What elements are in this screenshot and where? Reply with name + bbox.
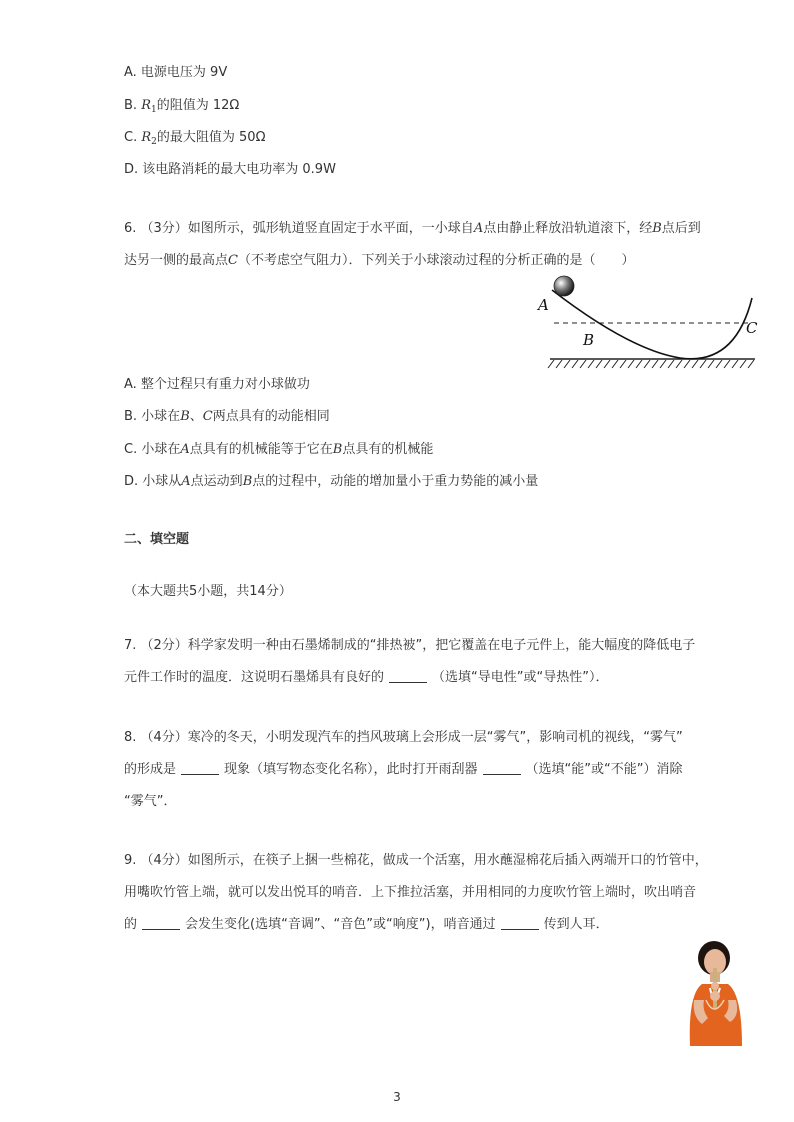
q9-answer-blank-2[interactable] (501, 917, 539, 930)
q5-option-c (124, 129, 266, 151)
q5-option-c-text: 的最大阻值为 50Ω (156, 130, 266, 145)
q9-stem-line3: 的 会发生变化(选填“音调”、“音色”或“响度”)，哨音通过 传到人耳． (124, 917, 609, 932)
whistle-player-photo (680, 938, 752, 1048)
q5-option-c-var: $R_2$ (141, 130, 157, 147)
q6-track-figure (520, 262, 780, 374)
q5-option-b (124, 97, 239, 119)
q5-option-b-text: 的阻值为 12Ω (156, 98, 240, 113)
q8-answer-blank-2[interactable] (483, 762, 521, 775)
section-title: 二、填空题 (124, 532, 190, 547)
q6-option-a: A. 整个过程只有重力对小球做功 (124, 377, 310, 392)
q8-stem-line2: 的形成是 现象（填写物态变化名称），此时打开雨刮器 （选填“能”或“不能”）消除 (124, 762, 683, 777)
q6-option-d: D. 小球从A点运动到B点的过程中，动能的增加量小于重力势能的减小量 (124, 474, 539, 489)
q6-stem-line1: 6. （3分）如图所示，弧形轨道竖直固定于水平面，一小球自A点由静止释放沿轨道滚下，经B点后到 (124, 221, 701, 236)
q7-answer-blank[interactable] (389, 670, 427, 683)
q6-option-b: B. 小球在B、C两点具有的动能相同 (124, 409, 330, 424)
q6-option-c: C. 小球在A点具有的机械能等于它在B点具有的机械能 (124, 442, 434, 457)
q9-stem-line1: 9. （4分）如图所示，在筷子上捆一些棉花，做成一个活塞，用水蘸湿棉花后插入两端开口的竹管中， (124, 853, 708, 868)
point-a-label: A (538, 296, 549, 314)
q9-answer-blank-1[interactable] (142, 917, 180, 930)
section-note: （本大题共5小题，共14分） (124, 584, 292, 599)
q5-option-d: D. 该电路消耗的最大电功率为 0.9W (124, 162, 336, 177)
point-b-label: B (583, 331, 595, 349)
q5-option-c-prefix: C. (124, 130, 138, 145)
arc-track (552, 290, 752, 359)
ground-hatching (548, 360, 754, 368)
q7-stem-line2: 元件工作时的温度．这说明石墨烯具有良好的 （选填“导电性”或“导热性”）． (124, 670, 609, 685)
q8-stem-line3: “雾气”． (124, 794, 177, 809)
q8-answer-blank-1[interactable] (181, 762, 219, 775)
q8-stem-line1: 8. （4分）寒冷的冬天，小明发现汽车的挡风玻璃上会形成一层“雾气”，影响司机的视线，“雾气” (124, 730, 683, 745)
q5-option-a: A. 电源电压为 9V (124, 65, 228, 80)
q9-stem-line2: 用嘴吹竹管上端，就可以发出悦耳的哨音．上下推拉活塞，并用相同的力度吹竹管上端时，吹出哨音 (124, 885, 697, 900)
q5-option-b-prefix: B. (124, 98, 138, 113)
page-number: 3 (393, 1090, 401, 1104)
point-c-label: C (746, 319, 758, 337)
q7-stem-line1: 7. （2分）科学家发明一种由石墨烯制成的“排热被”，把它覆盖在电子元件上，能大幅度的降低电子 (124, 638, 696, 653)
q5-option-b-var: $R_1$ (141, 98, 157, 115)
q6-stem-line2: 达另一侧的最高点C（不考虑空气阻力）．下列关于小球滚动过程的分析正确的是（ ） (124, 253, 635, 268)
ball (554, 276, 574, 296)
